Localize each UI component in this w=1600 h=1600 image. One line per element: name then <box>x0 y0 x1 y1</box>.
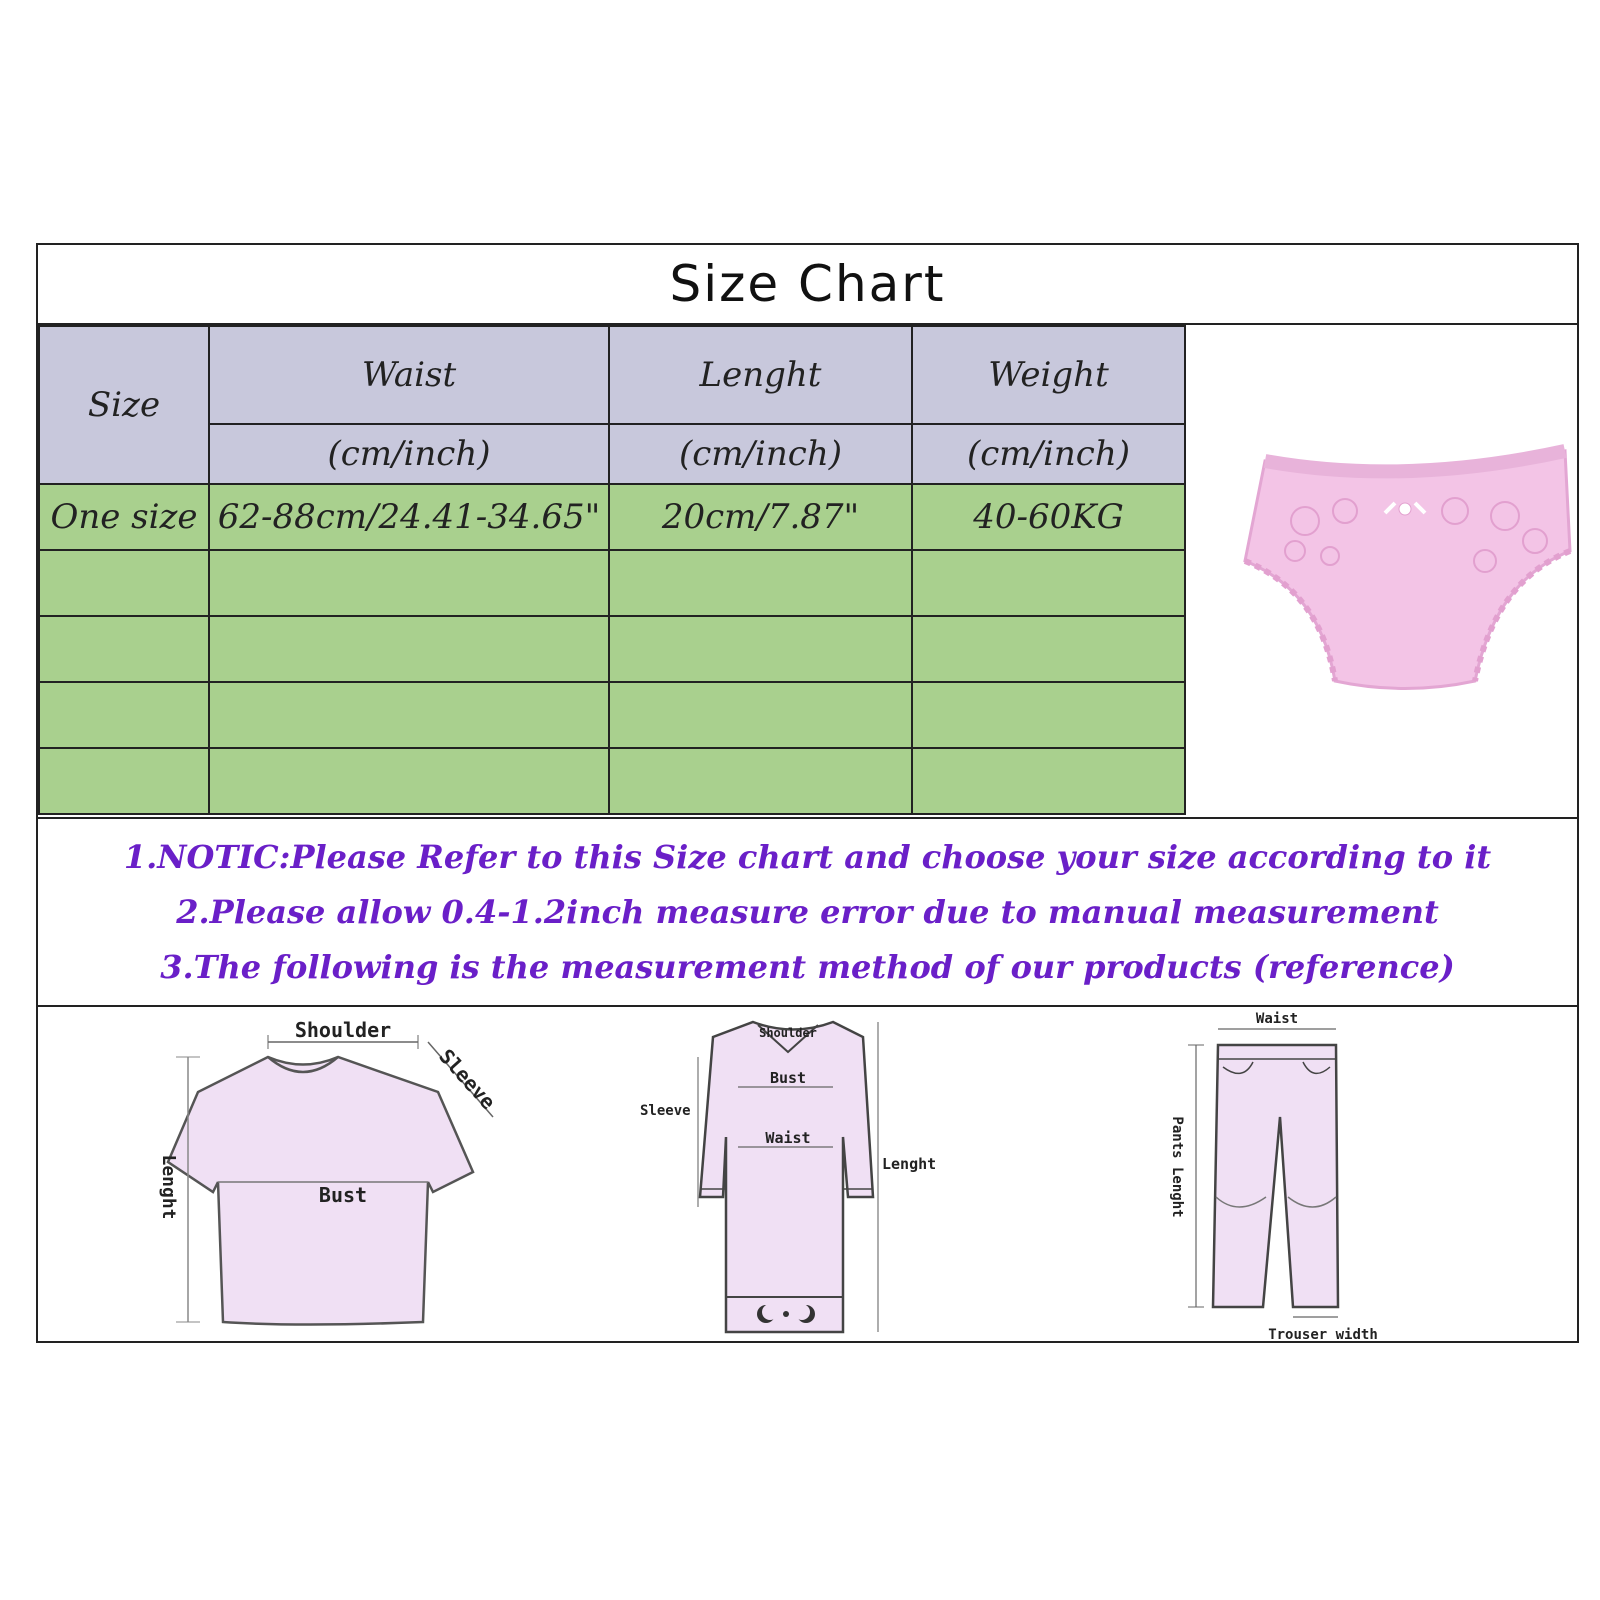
empty-cell <box>609 616 912 682</box>
empty-cell <box>39 748 209 814</box>
weight-cell: 40-60KG <box>912 484 1185 550</box>
pants-length-label: Pants Lenght <box>1169 1116 1185 1218</box>
size-cell: One size <box>39 484 209 550</box>
lace-panty-icon <box>1235 441 1575 701</box>
waist-cell: 62-88cm/24.41-34.65" <box>209 484 609 550</box>
note-2: 2.Please allow 0.4-1.2inch measure error due to manual measurement <box>176 892 1439 931</box>
sleeve-label: Sleeve <box>640 1103 691 1119</box>
pants-diagram <box>1158 1007 1458 1343</box>
page-title: Size Chart <box>38 245 1577 325</box>
empty-cell <box>609 550 912 616</box>
bust-label: Bust <box>769 1069 807 1087</box>
table-row <box>39 550 1185 616</box>
measurement-figures <box>38 1007 1577 1343</box>
length-label: Lenght <box>882 1155 937 1173</box>
dress-diagram <box>638 1007 978 1343</box>
empty-cell <box>609 748 912 814</box>
trouser-width-label: Trouser width <box>1268 1327 1378 1343</box>
length-label: Lenght <box>158 1154 179 1220</box>
size-header: Size <box>39 326 209 484</box>
size-chart-frame <box>36 243 1579 1343</box>
empty-cell <box>912 550 1185 616</box>
note-1: 1.NOTIC:Please Refer to this Size chart and choose your size according to it <box>123 837 1492 876</box>
bust-label: Bust <box>318 1183 368 1207</box>
weight-header: Weight <box>912 326 1185 424</box>
notes-section <box>38 817 1577 1007</box>
empty-cell <box>912 616 1185 682</box>
waist-unit: (cm/inch) <box>209 424 609 484</box>
table-row <box>39 616 1185 682</box>
empty-cell <box>39 682 209 748</box>
note-3: 3.The following is the measurement method of our products (reference) <box>160 947 1455 986</box>
empty-cell <box>209 748 609 814</box>
tshirt-diagram <box>118 1007 538 1343</box>
empty-cell <box>39 616 209 682</box>
empty-cell <box>912 682 1185 748</box>
shoulder-label: Shoulder <box>759 1026 817 1040</box>
table-row <box>39 748 1185 814</box>
waist-header: Waist <box>209 326 609 424</box>
length-header: Lenght <box>609 326 912 424</box>
waist-label: Waist <box>1255 1011 1299 1027</box>
empty-cell <box>209 682 609 748</box>
length-unit: (cm/inch) <box>609 424 912 484</box>
empty-cell <box>209 550 609 616</box>
empty-cell <box>209 616 609 682</box>
waist-label: Waist <box>765 1129 811 1147</box>
sleeve-label: Sleeve <box>434 1044 501 1115</box>
weight-unit: (cm/inch) <box>912 424 1185 484</box>
empty-cell <box>609 682 912 748</box>
product-photo <box>1230 325 1579 817</box>
shoulder-label: Shoulder <box>294 1018 392 1042</box>
size-table <box>38 325 1186 815</box>
empty-cell <box>912 748 1185 814</box>
empty-cell <box>39 550 209 616</box>
length-cell: 20cm/7.87" <box>609 484 912 550</box>
table-row <box>39 682 1185 748</box>
table-row <box>39 484 1185 550</box>
